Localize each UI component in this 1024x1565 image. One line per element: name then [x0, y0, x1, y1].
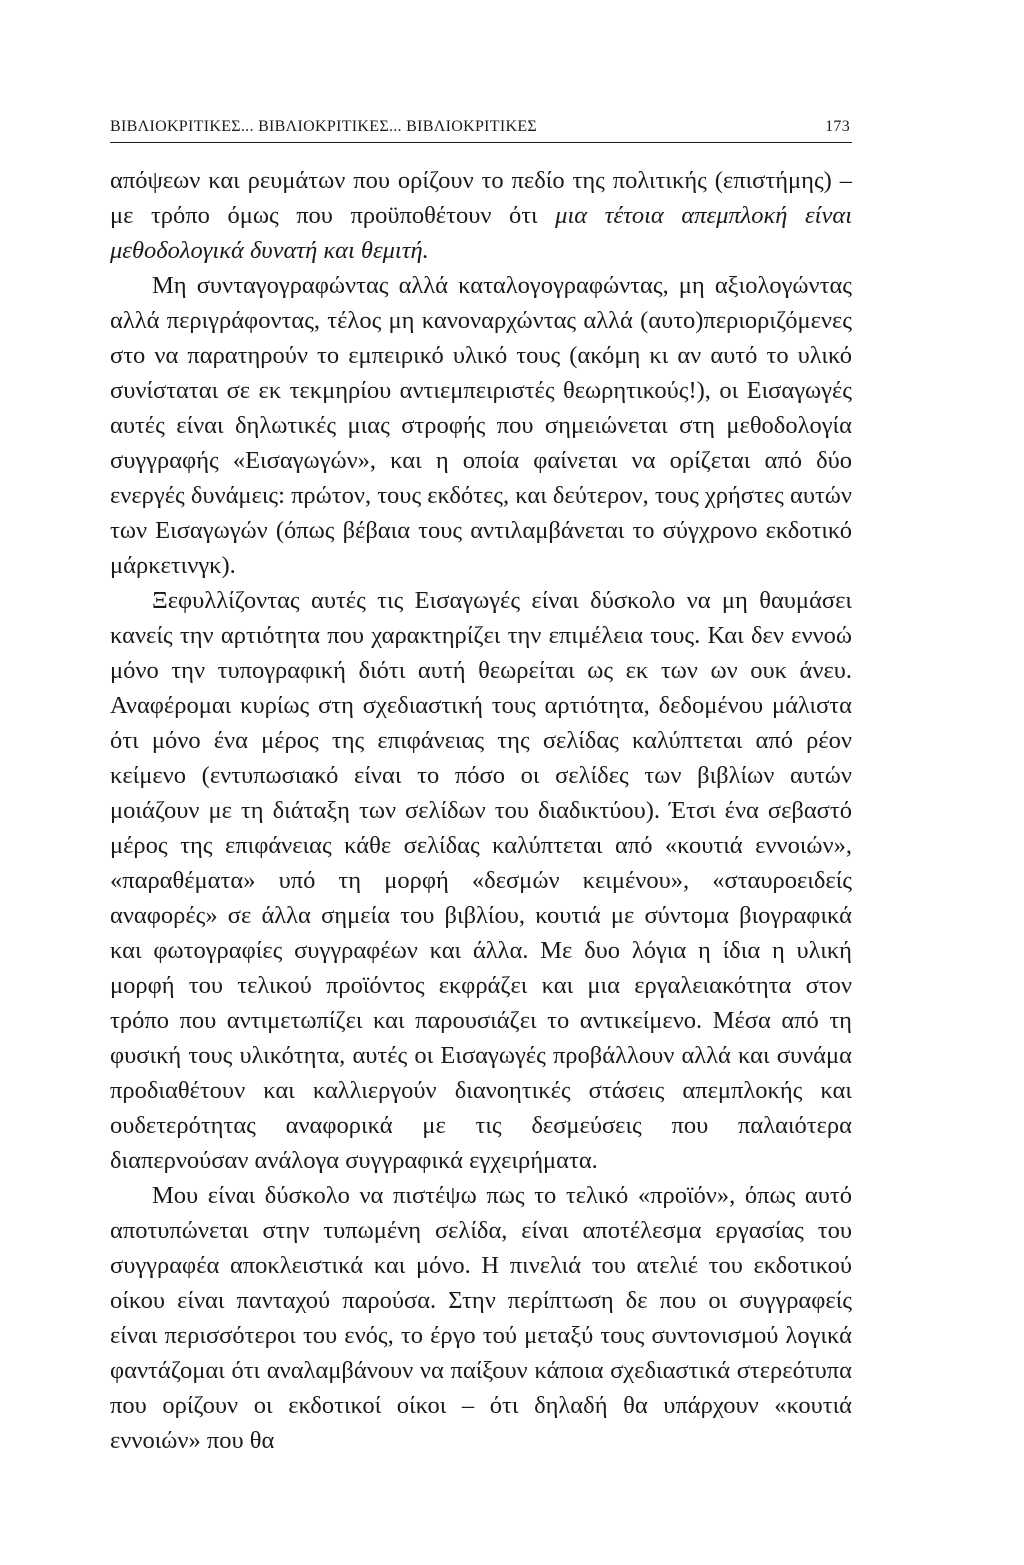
page-number: 173	[825, 118, 850, 135]
paragraph-3: Ξεφυλλίζοντας αυτές τις Εισαγωγές είναι δύσκολο να μη θαυμάσει κανείς την αρτιότητα που χαρακτηρίζει την επιμέλεια τους. Και δεν εννοώ μόνο την τυπογραφική διότι αυτή θεωρείται ως εκ των ων ουκ άνευ. Αναφέρομαι κυρίως στη σχεδιαστική τους αρτιότητα, δεδομένου μάλιστα ότι μόνο ένα μέρος της επιφάνειας της σελίδας καλύπτεται από ρέον κείμενο (εντυπωσιακό είναι το πόσο οι σελίδες των βιβλίων αυτών μοιάζουν με τη διάταξη των σελίδων του διαδικτύου). Έτσι ένα σεβαστό μέρος της επιφάνειας κάθε σελίδας καλύπτεται από «κουτιά εννοιών», «παραθέματα» υπό τη μορφή «δεσμών κειμένου», «σταυροειδείς αναφορές» σε άλλα σημεία του βιβλίου, κουτιά με σύντομα βιογραφικά και φωτογραφίες συγγραφέων και άλλα. Με δυο λόγια η ίδια η υλική μορφή του τελικού προϊόντος εκφράζει και μια εργαλειακότητα στον τρόπο που αντιμετωπίζει και παρουσιάζει το αντικείμενο. Μέσα από τη φυσική τους υλικότητα, αυτές οι Εισαγωγές προβάλλουν αλλά και συνάμα προδιαθέτουν και καλλιεργούν διανοητικές στάσεις απεμπλοκής και ουδετερότητας αναφορικά με τις δεσμεύσεις που παλαιότερα διαπερνούσαν ανάλογα συγγραφικά εγχειρήματα.	[110, 587, 852, 1174]
book-page	[110, 118, 852, 1458]
paragraph-1-emphasis: μια τέτοια απεμπλοκή είναι μεθοδολογικά δυνατή και θεμιτή.	[110, 202, 852, 264]
paragraph-2: Μη συνταγογραφώντας αλλά καταλογογραφώντας, μη αξιολογώντας αλλά περιγράφοντας, τέλος μη κανοναρχώντας αλλά (αυτο)περιοριζόμενες στο να παρατηρούν το εμπειρικό υλικό τους (ακόμη κι αν αυτό το υλικό συνίσταται σε εκ τεκμηρίου αντιεμπειριστές θεωρητικούς!), οι Εισαγωγές αυτές είναι δηλωτικές μιας στροφής που σημειώνεται στη μεθοδολογία συγγραφής «Εισαγωγών», και η οποία φαίνεται να ορίζεται από δύο ενεργές δυνάμεις: πρώτον, τους εκδότες, και δεύτερον, τους χρήστες αυτών των Εισαγωγών (όπως βέβαια τους αντιλαμβάνεται το σύγχρονο εκδοτικό μάρκετινγκ).	[110, 272, 852, 579]
paragraph-continued	[110, 163, 852, 268]
paragraph-4: Μου είναι δύσκολο να πιστέψω πως το τελικό «προϊόν», όπως αυτό αποτυπώνεται στην τυπωμένη σελίδα, είναι αποτέλεσμα εργασίας του συγγραφέα αποκλειστικά και μόνο. Η πινελιά του ατελιέ του εκδοτικού οίκου είναι πανταχού παρούσα. Στην περίπτωση δε που οι συγγραφείς είναι περισσότεροι του ενός, το έργο τού μεταξύ τους συντονισμού λογικά φαντάζομαι ότι αναλαμβάνουν να παίξουν κάποια σχεδιαστικά στερεότυπα που ορίζουν οι εκδοτικοί οίκοι – ότι δηλαδή θα υπάρχουν «κουτιά εννοιών» που θα	[110, 1182, 852, 1454]
running-title: ΒΙΒΛΙΟΚΡΙΤΙΚΕΣ... ΒΙΒΛΙΟΚΡΙΤΙΚΕΣ... ΒΙΒΛΙΟΚΡΙΤΙΚΕΣ	[110, 118, 538, 135]
paragraph-1-text: απόψεων και ρευμάτων που ορίζουν το πεδίο της πολιτικής (επιστήμης) – με τρόπο όμως που προϋποθέτουν ότι	[110, 167, 852, 229]
running-header	[110, 118, 852, 143]
body-text	[110, 163, 852, 1458]
